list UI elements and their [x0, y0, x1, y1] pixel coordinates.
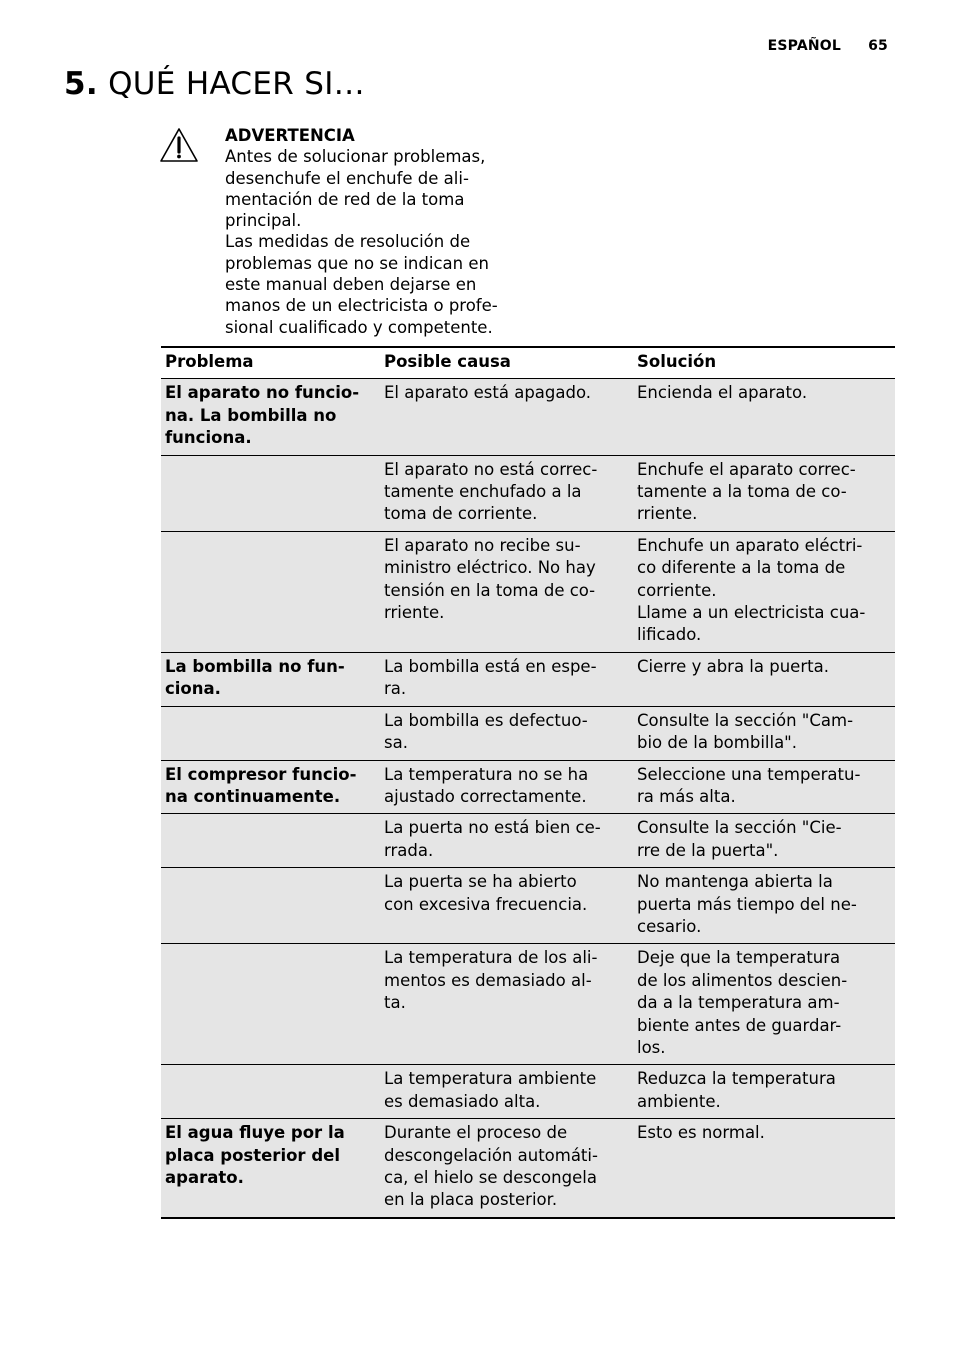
cause-cell: El aparato está apagado.: [380, 379, 633, 455]
cause-cell: Durante el proceso de descongelación automáti- ca, el hielo se descongela en la placa posterior.: [380, 1119, 633, 1218]
problem-cell: [161, 531, 380, 652]
troubleshooting-table-container: [161, 346, 895, 1219]
problem-cell: [161, 814, 380, 868]
solution-cell: Consulte la sección "Cam- bio de la bombilla".: [633, 706, 895, 760]
problem-cell: [161, 706, 380, 760]
table-row: [161, 531, 895, 652]
cause-cell: La bombilla está en espe- ra.: [380, 652, 633, 706]
solution-cell: Enchufe el aparato correc- tamente a la toma de co- rriente.: [633, 455, 895, 531]
table-row: [161, 706, 895, 760]
solution-cell: Reduzca la temperatura ambiente.: [633, 1065, 895, 1119]
header-cause: Posible causa: [380, 347, 633, 379]
cause-cell: La bombilla es defectuo- sa.: [380, 706, 633, 760]
cause-cell: La puerta no está bien ce- rrada.: [380, 814, 633, 868]
problem-cell: [161, 1065, 380, 1119]
problem-cell: La bombilla no fun- ciona.: [161, 652, 380, 706]
section-title: [64, 66, 365, 102]
table-row: [161, 1119, 895, 1218]
problem-cell: El agua fluye por la placa posterior del aparato.: [161, 1119, 380, 1218]
cause-cell: El aparato no recibe su- ministro eléctrico. No hay tensión en la toma de co- rriente.: [380, 531, 633, 652]
table-header-row: [161, 347, 895, 379]
cause-cell: El aparato no está correc- tamente enchufado a la toma de corriente.: [380, 455, 633, 531]
cause-cell: La temperatura ambiente es demasiado alta.: [380, 1065, 633, 1119]
page-number: 65: [868, 38, 888, 54]
section-title-text: QUÉ HACER SI…: [108, 66, 365, 102]
problem-cell: El aparato no funcio- na. La bombilla no funciona.: [161, 379, 380, 455]
warning-paragraph-2: Las medidas de resolución de problemas que no se indican en este manual deben dejarse en manos de un electricista o profe- sional cualificado y competente.: [225, 232, 498, 337]
warning-title: ADVERTENCIA: [225, 126, 355, 145]
troubleshooting-table: [161, 346, 895, 1219]
problem-cell: El compresor funcio- na continuamente.: [161, 760, 380, 814]
table-row: [161, 1065, 895, 1119]
solution-cell: Cierre y abra la puerta.: [633, 652, 895, 706]
page-header: [768, 38, 888, 54]
table-row: [161, 760, 895, 814]
problem-cell: [161, 868, 380, 944]
problem-cell: [161, 455, 380, 531]
solution-cell: Enchufe un aparato eléctri- co diferente a la toma de corriente. Llame a un electricista cua- lificado.: [633, 531, 895, 652]
header-problem: Problema: [161, 347, 380, 379]
language-label: ESPAÑOL: [767, 38, 842, 54]
problem-cell: [161, 944, 380, 1065]
cause-cell: La temperatura de los ali- mentos es demasiado al- ta.: [380, 944, 633, 1065]
cause-cell: La temperatura no se ha ajustado correctamente.: [380, 760, 633, 814]
solution-cell: Esto es normal.: [633, 1119, 895, 1218]
solution-cell: Deje que la temperatura de los alimentos descien- da a la temperatura am- biente antes de guardar- los.: [633, 944, 895, 1065]
table-row: [161, 455, 895, 531]
solution-cell: Encienda el aparato.: [633, 379, 895, 455]
warning-box: [225, 125, 525, 338]
solution-cell: No mantenga abierta la puerta más tiempo del ne- cesario.: [633, 868, 895, 944]
section-number: 5.: [64, 66, 98, 102]
solution-cell: Consulte la sección "Cie- rre de la puerta".: [633, 814, 895, 868]
table-row: [161, 379, 895, 455]
warning-triangle-icon: [159, 127, 199, 163]
header-solution: Solución: [633, 347, 895, 379]
table-row: [161, 652, 895, 706]
cause-cell: La puerta se ha abierto con excesiva frecuencia.: [380, 868, 633, 944]
solution-cell: Seleccione una temperatu- ra más alta.: [633, 760, 895, 814]
table-row: [161, 944, 895, 1065]
warning-paragraph-1: Antes de solucionar problemas, desenchufe el enchufe de ali- mentación de red de la toma principal.: [225, 147, 486, 231]
table-row: [161, 868, 895, 944]
table-row: [161, 814, 895, 868]
